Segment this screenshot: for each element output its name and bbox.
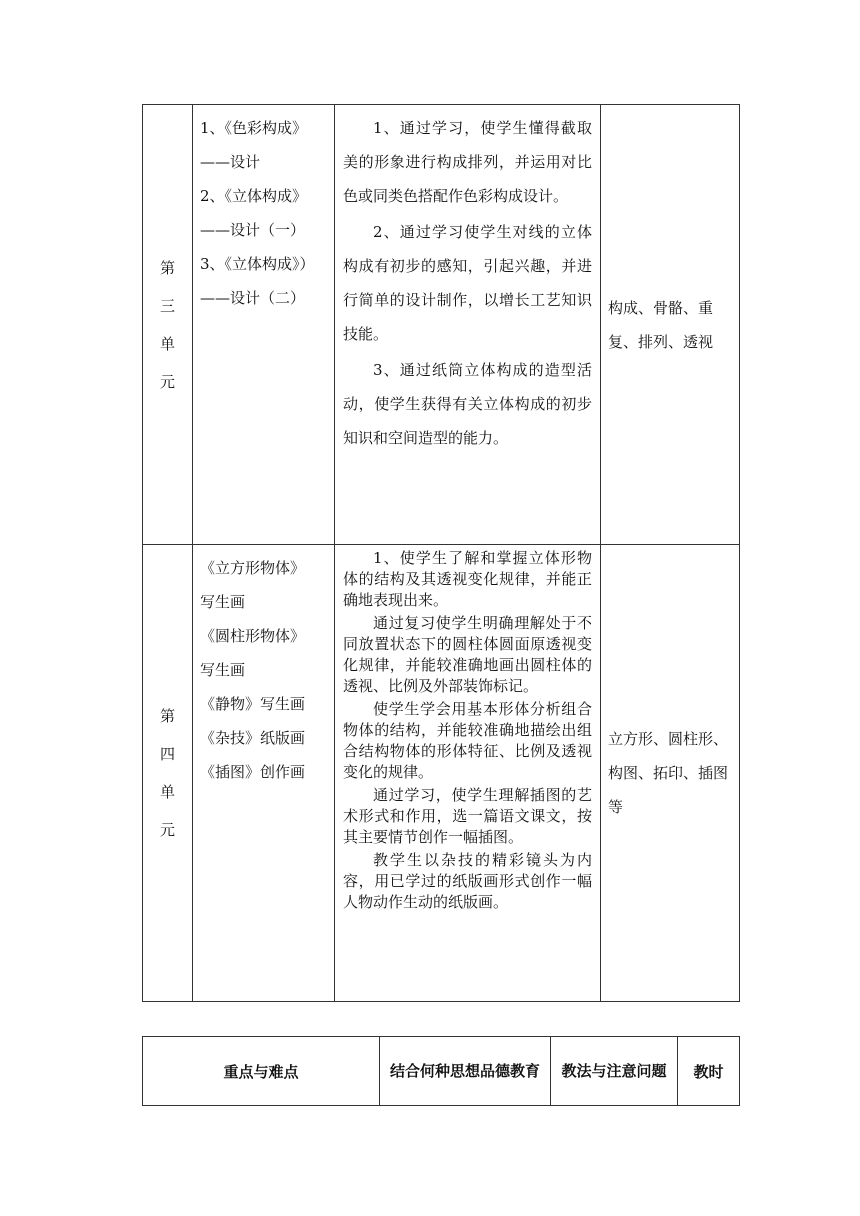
goal-paragraph: 1、使学生了解和掌握立体形物体的结构及其透视变化规律，并能正确地表现出来。 (343, 549, 592, 609)
topic-line: 《圆柱形物体》 (200, 627, 306, 645)
unit-plan-table (142, 104, 740, 1002)
topics-cell (193, 105, 335, 545)
topic-line: 《静物》写生画 (200, 695, 306, 713)
class-hours-header: 教时 (678, 1037, 740, 1106)
goal-paragraph: 1、通过学习，使学生懂得截取美的形象进行构成排列，并运用对比色或同类色搭配作色彩构成设计。 (343, 119, 592, 205)
goal-paragraph: 教学生以杂技的精彩镜头为内容，用已学过的纸版画形式创作一幅人物动作生动的纸版画。 (343, 851, 592, 911)
concepts-cell (601, 545, 740, 1002)
topics-cell (193, 545, 335, 1002)
unit-row-3 (143, 105, 740, 545)
unit-label-cell (143, 105, 193, 545)
topic-line: 《立方形物体》 (200, 559, 306, 577)
topic-line: ——设计（二） (200, 289, 306, 307)
goal-paragraph: 3、通过纸筒立体构成的造型活动，使学生获得有关立体构成的初步知识和空间造型的能力。 (343, 361, 592, 447)
topic-line: 2、《立体构成》 (200, 187, 308, 205)
topic-line: 1、《色彩构成》 (200, 119, 308, 137)
goals-cell (335, 545, 601, 1002)
goal-paragraph: 2、通过学习使学生对线的立体构成有初步的感知，引起兴趣，并进行简单的设计制作，以增长工艺知识技能。 (343, 223, 592, 343)
planning-header-table (142, 1036, 740, 1106)
unit-row-4 (143, 545, 740, 1002)
goal-paragraph: 通过复习使学生明确理解处于不同放置状态下的圆柱体圆面原透视变化规律，并能较准确地画出圆柱体的透视、比例及外部装饰标记。 (343, 614, 592, 695)
goal-paragraph: 通过学习，使学生理解插图的艺术形式和作用，选一篇语文课文，按其主要情节创作一幅插图。 (343, 786, 592, 846)
unit-label-cell (143, 545, 193, 1002)
topic-line: 写生画 (200, 593, 246, 611)
unit-label: 第 四 单 元 (159, 707, 175, 839)
topic-line: ——设计（一） (200, 221, 306, 239)
topic-line: 《插图》创作画 (200, 763, 306, 781)
moral-education-header: 结合何种思想品德教育 (380, 1037, 551, 1106)
topic-line: ——设计 (200, 153, 261, 171)
key-points-header: 重点与难点 (143, 1037, 380, 1106)
goals-cell (335, 105, 601, 545)
topic-line: 《杂技》纸版画 (200, 729, 306, 747)
goal-paragraph: 使学生学会用基本形体分析组合物体的结构，并能较准确地描绘出组合结构物体的形体特征、比例及透视变化的规律。 (343, 700, 592, 781)
unit-label: 第 三 单 元 (159, 258, 175, 391)
topic-line: 写生画 (200, 661, 246, 679)
concepts-text: 立方形、圆柱形、构图、拓印、插图等 (608, 730, 729, 816)
concepts-text: 构成、骨骼、重复、排列、透视 (608, 298, 714, 351)
topic-line: 3、《立体构成》） (200, 255, 315, 273)
header-row (143, 1037, 740, 1106)
concepts-cell (601, 105, 740, 545)
teaching-method-header: 教法与注意问题 (551, 1037, 678, 1106)
